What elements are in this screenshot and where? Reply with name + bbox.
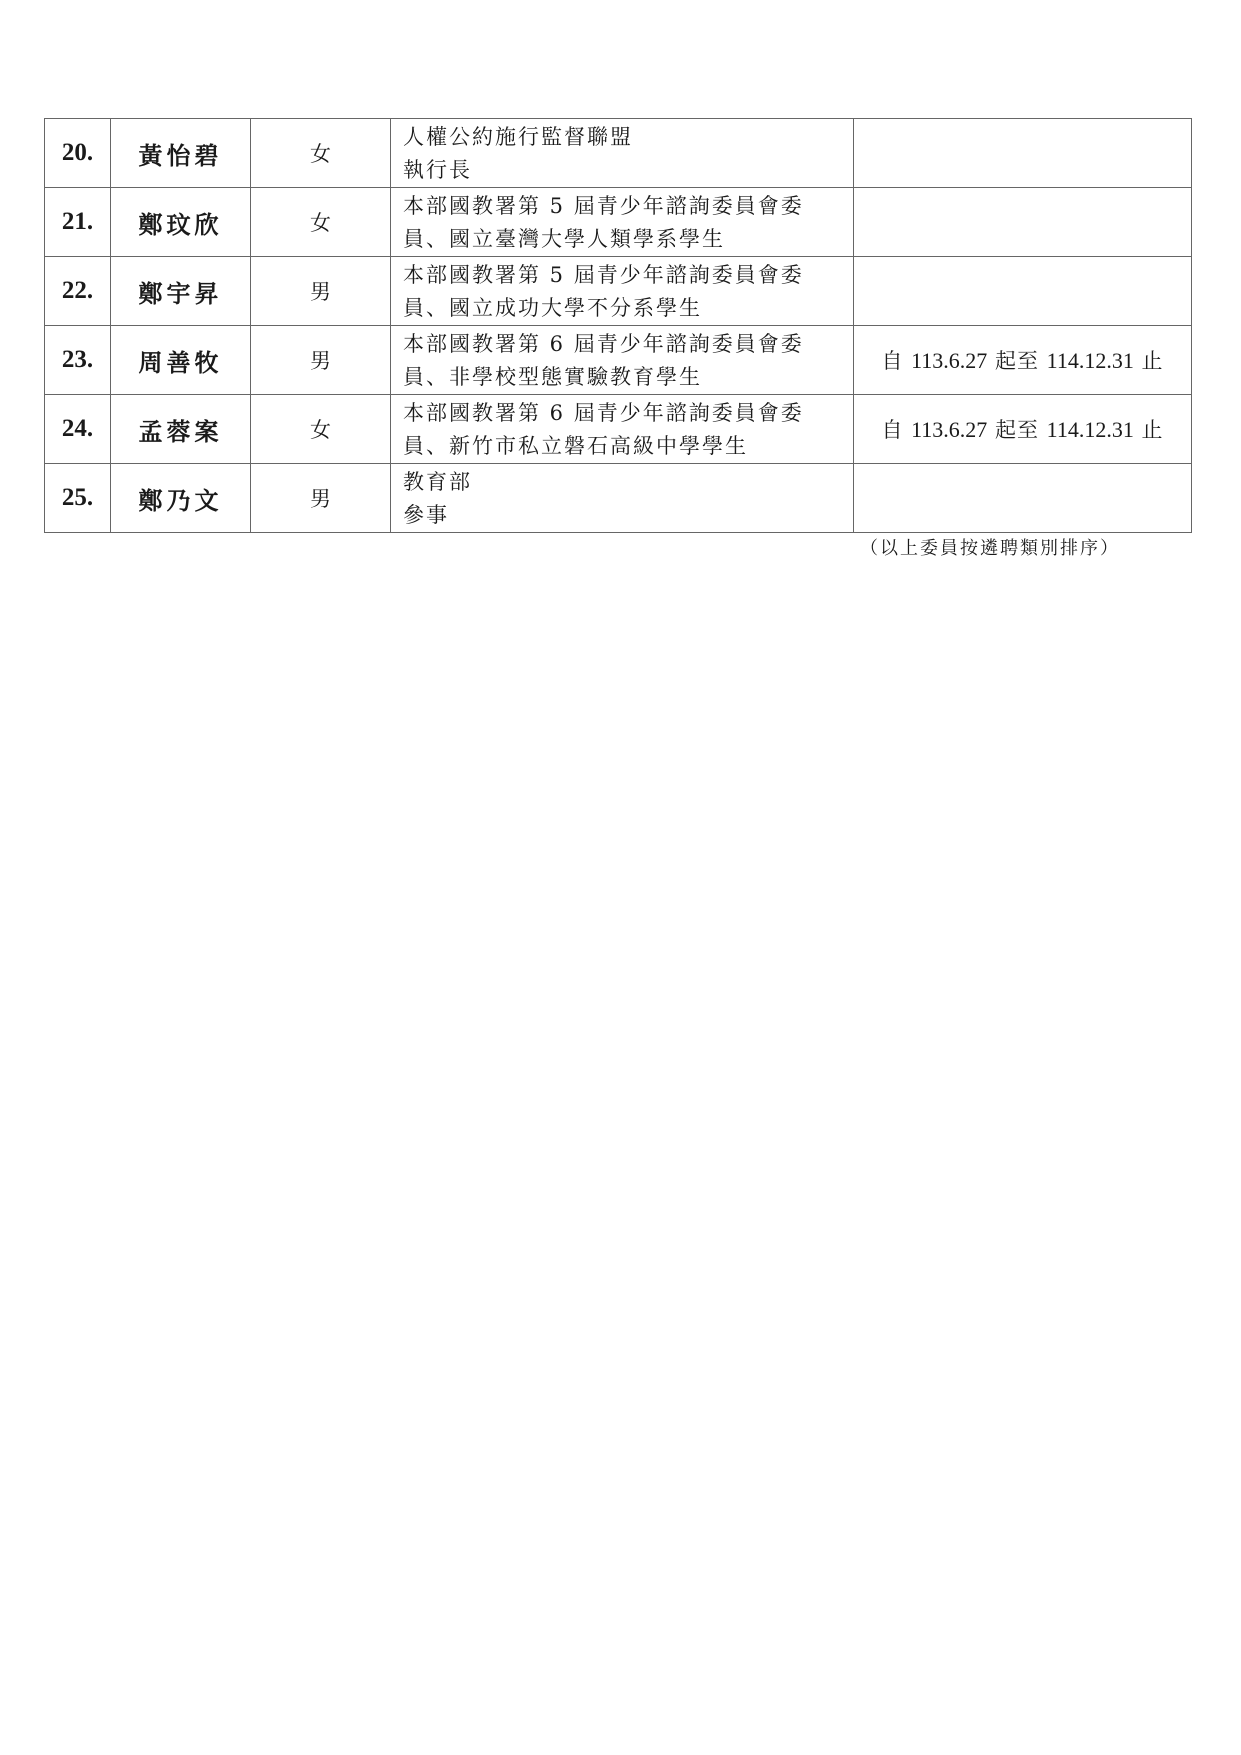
member-title-line: 員、非學校型態實驗教育學生 bbox=[403, 365, 702, 389]
term-middle: 起至 bbox=[987, 349, 1047, 373]
member-gender: 女 bbox=[251, 395, 391, 464]
table-row bbox=[45, 188, 1192, 257]
member-number: 21. bbox=[45, 188, 111, 257]
member-title bbox=[391, 395, 854, 464]
table-row bbox=[45, 119, 1192, 188]
table-row bbox=[45, 464, 1192, 533]
member-title bbox=[391, 257, 854, 326]
member-title bbox=[391, 464, 854, 533]
member-name: 鄭乃文 bbox=[111, 464, 251, 533]
term-start-date: 113.6.27 bbox=[911, 417, 988, 442]
member-number: 25. bbox=[45, 464, 111, 533]
member-term bbox=[854, 395, 1192, 464]
member-term bbox=[854, 188, 1192, 257]
member-term bbox=[854, 257, 1192, 326]
term-suffix: 止 bbox=[1133, 349, 1164, 373]
member-gender: 男 bbox=[251, 464, 391, 533]
member-title bbox=[391, 188, 854, 257]
member-name: 鄭宇昇 bbox=[111, 257, 251, 326]
sorting-footnote: （以上委員按遴聘類別排序） bbox=[860, 538, 1120, 559]
member-name: 周善牧 bbox=[111, 326, 251, 395]
member-gender: 女 bbox=[251, 188, 391, 257]
member-title-line: 參事 bbox=[403, 503, 449, 527]
member-number: 23. bbox=[45, 326, 111, 395]
member-number: 20. bbox=[45, 119, 111, 188]
member-title-line: 本部國教署第 5 屆青少年諮詢委員會委 bbox=[403, 194, 804, 218]
member-title-line: 教育部 bbox=[403, 470, 472, 494]
term-end-date: 114.12.31 bbox=[1046, 417, 1134, 442]
member-name: 鄭玟欣 bbox=[111, 188, 251, 257]
member-name: 孟蓉案 bbox=[111, 395, 251, 464]
member-term bbox=[854, 119, 1192, 188]
member-number: 22. bbox=[45, 257, 111, 326]
member-term bbox=[854, 464, 1192, 533]
committee-members-table bbox=[44, 118, 1192, 533]
member-gender: 男 bbox=[251, 326, 391, 395]
term-end-date: 114.12.31 bbox=[1046, 348, 1134, 373]
member-title bbox=[391, 326, 854, 395]
member-gender: 女 bbox=[251, 119, 391, 188]
term-start-date: 113.6.27 bbox=[911, 348, 988, 373]
term-prefix: 自 bbox=[881, 349, 912, 373]
term-prefix: 自 bbox=[881, 418, 912, 442]
table-row bbox=[45, 326, 1192, 395]
member-number: 24. bbox=[45, 395, 111, 464]
member-title-line: 員、國立成功大學不分系學生 bbox=[403, 296, 702, 320]
member-title-line: 員、國立臺灣大學人類學系學生 bbox=[403, 227, 725, 251]
term-suffix: 止 bbox=[1133, 418, 1164, 442]
members-table-body bbox=[45, 119, 1192, 533]
member-title-line: 本部國教署第 5 屆青少年諮詢委員會委 bbox=[403, 263, 804, 287]
member-title-line: 本部國教署第 6 屆青少年諮詢委員會委 bbox=[403, 401, 804, 425]
table-row bbox=[45, 257, 1192, 326]
table-row bbox=[45, 395, 1192, 464]
member-term bbox=[854, 326, 1192, 395]
member-title bbox=[391, 119, 854, 188]
member-title-line: 員、新竹市私立磐石高級中學學生 bbox=[403, 434, 748, 458]
member-title-line: 本部國教署第 6 屆青少年諮詢委員會委 bbox=[403, 332, 804, 356]
term-middle: 起至 bbox=[987, 418, 1047, 442]
member-name: 黃怡碧 bbox=[111, 119, 251, 188]
member-title-line: 人權公約施行監督聯盟 bbox=[403, 125, 633, 149]
member-title-line: 執行長 bbox=[403, 158, 472, 182]
member-gender: 男 bbox=[251, 257, 391, 326]
